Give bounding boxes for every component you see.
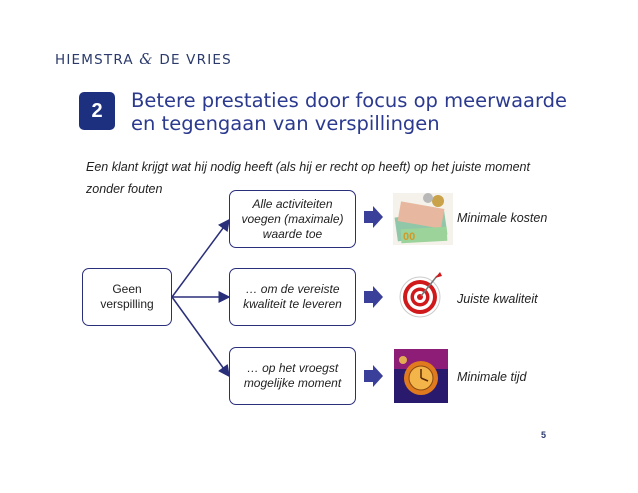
- block-arrow-2: [364, 286, 383, 308]
- page-number: 5: [541, 430, 547, 440]
- source-box-line-2: verspilling: [100, 297, 154, 311]
- money-icon: [393, 193, 453, 245]
- step-1-line-2: voegen (maximale): [241, 211, 344, 226]
- result-minimale-tijd: Minimale tijd: [457, 370, 527, 384]
- subtitle-line-2: zonder fouten: [86, 182, 163, 196]
- step-3-line-1: … op het vroegst: [246, 361, 339, 375]
- brand-ampersand: &: [139, 50, 154, 68]
- step-box-3: [229, 347, 356, 405]
- clock-icon: [394, 349, 448, 403]
- step-2-line-2: kwaliteit te leveren: [243, 297, 342, 311]
- step-box-1: [229, 190, 356, 248]
- block-arrow-1: [364, 206, 383, 228]
- result-juiste-kwaliteit: Juiste kwaliteit: [457, 292, 538, 306]
- target-icon: [400, 272, 442, 317]
- step-1-line-1: Alle activiteiten: [252, 196, 333, 211]
- step-box-2: [229, 268, 356, 326]
- slide-number-badge: 2: [79, 92, 115, 130]
- connector-line-bottom: [172, 297, 229, 376]
- step-1-line-3: waarde toe: [262, 226, 323, 241]
- block-arrow-3: [364, 365, 383, 387]
- step-2-line-1: … om de vereiste: [245, 282, 340, 296]
- svg-text:00: 00: [403, 231, 416, 243]
- title-line-2: en tegengaan van verspillingen: [131, 112, 440, 135]
- source-box-line-1: Geen: [112, 282, 142, 296]
- title-line-1: Betere prestaties door focus op meerwaarde: [131, 89, 568, 112]
- subtitle-line-1: Een klant krijgt wat hij nodig heeft (als hij er recht op heeft) op het juiste moment: [86, 160, 530, 174]
- brand-name-left: HIEMSTRA: [55, 52, 134, 68]
- brand-name-right: DE VRIES: [159, 52, 232, 68]
- source-box-geen-verspilling: [82, 268, 172, 326]
- result-minimale-kosten: Minimale kosten: [457, 211, 548, 225]
- connector-line-top: [172, 220, 229, 297]
- step-3-line-2: mogelijke moment: [243, 376, 342, 390]
